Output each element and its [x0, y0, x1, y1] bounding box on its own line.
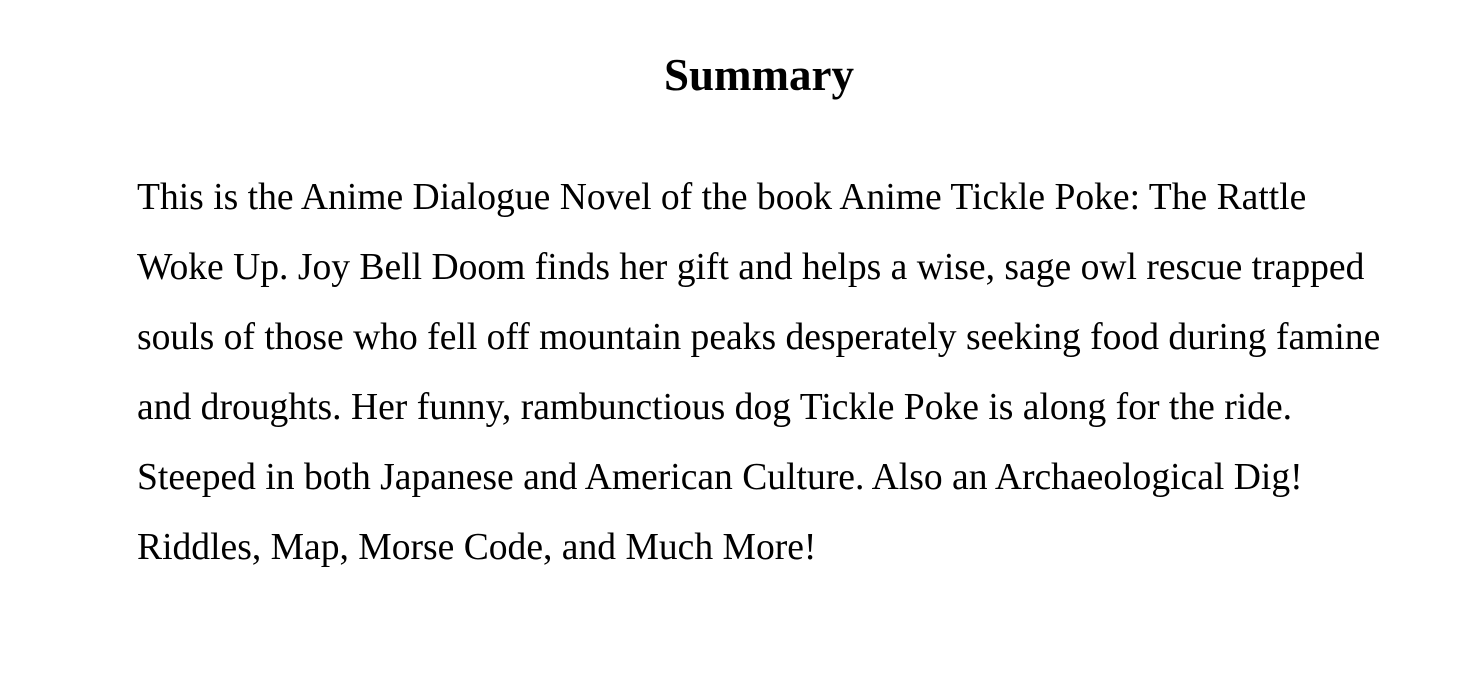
summary-paragraph: This is the Anime Dialogue Novel of the book Anime Tickle Poke: The Rattle Woke Up. Joy Bell Doom finds her gift and helps a wise, sage owl rescue trapped souls of those who fell off mountain peaks desperately seeking food during famine and droughts. Her funny, rambunctious dog Tickle Poke is along for the ride. Steeped in both Japanese and American Culture. Also an Archaeological Dig! Riddles, Map, Morse Code, and Much More! [137, 177, 1381, 568]
page-title: Summary [664, 50, 854, 100]
